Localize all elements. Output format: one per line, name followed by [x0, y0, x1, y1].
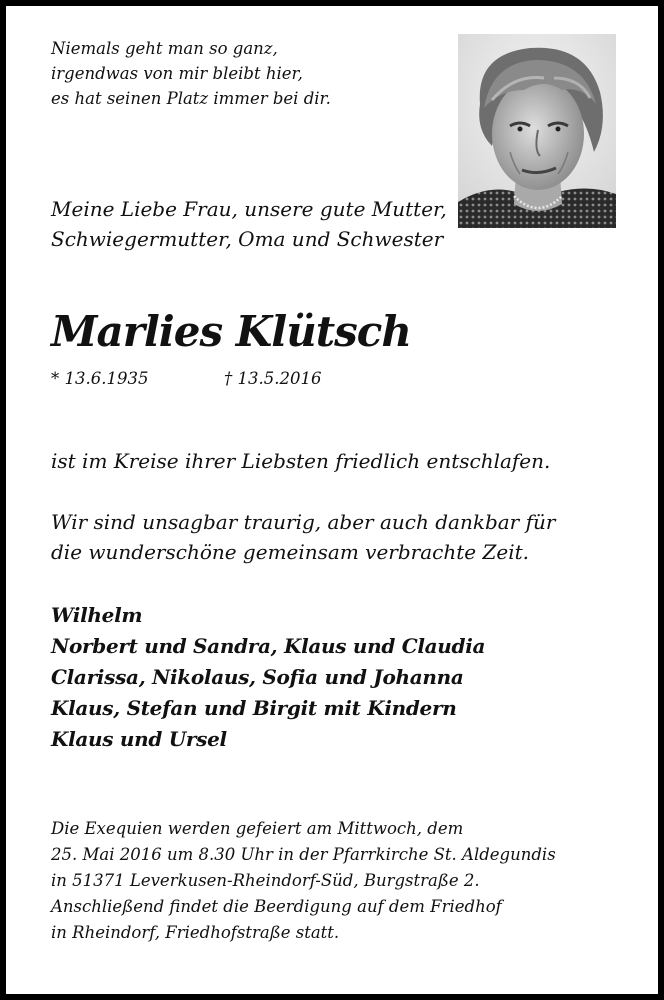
portrait-photo [458, 34, 616, 228]
intro-line: Schwiegermutter, Oma und Schwester [51, 227, 444, 251]
service-line: Die Exequien werden gefeiert am Mittwoch, dem [51, 819, 464, 838]
deceased-name: Marlies Klütsch [51, 307, 411, 356]
service-line: in 51371 Leverkusen-Rheindorf-Süd, Burgstraße 2. [51, 871, 480, 890]
thanks-text [51, 507, 555, 567]
poem-line: irgendwas von mir bleibt hier, [51, 64, 303, 83]
family-line: Klaus und Ursel [51, 727, 227, 751]
birth-date: * 13.6.1935 [51, 369, 149, 388]
poem-line: es hat seinen Platz immer bei dir. [51, 89, 331, 108]
passing-text: ist im Kreise ihrer Liebsten friedlich entschlafen. [51, 449, 551, 473]
service-line: in Rheindorf, Friedhofstraße statt. [51, 923, 340, 942]
family-line: Klaus, Stefan und Birgit mit Kindern [51, 696, 457, 720]
family-list [51, 600, 485, 755]
family-line: Wilhelm [51, 603, 143, 627]
service-line: Anschließend findet die Beerdigung auf dem Friedhof [51, 897, 502, 916]
poem-line: Niemals geht man so ganz, [51, 39, 278, 58]
thanks-line: Wir sind unsagbar traurig, aber auch dankbar für [51, 510, 556, 534]
memorial-poem [51, 36, 331, 111]
death-date: † 13.5.2016 [224, 369, 322, 388]
service-line: 25. Mai 2016 um 8.30 Uhr in der Pfarrkirche St. Aldegundis [51, 845, 556, 864]
obituary-notice [6, 6, 658, 994]
family-line: Clarissa, Nikolaus, Sofia und Johanna [51, 665, 464, 689]
intro-line: Meine Liebe Frau, unsere gute Mutter, [51, 197, 447, 221]
thanks-line: die wunderschöne gemeinsam verbrachte Zeit. [51, 540, 529, 564]
family-line: Norbert und Sandra, Klaus und Claudia [51, 634, 486, 658]
intro-text [51, 194, 447, 254]
service-details [51, 816, 556, 946]
